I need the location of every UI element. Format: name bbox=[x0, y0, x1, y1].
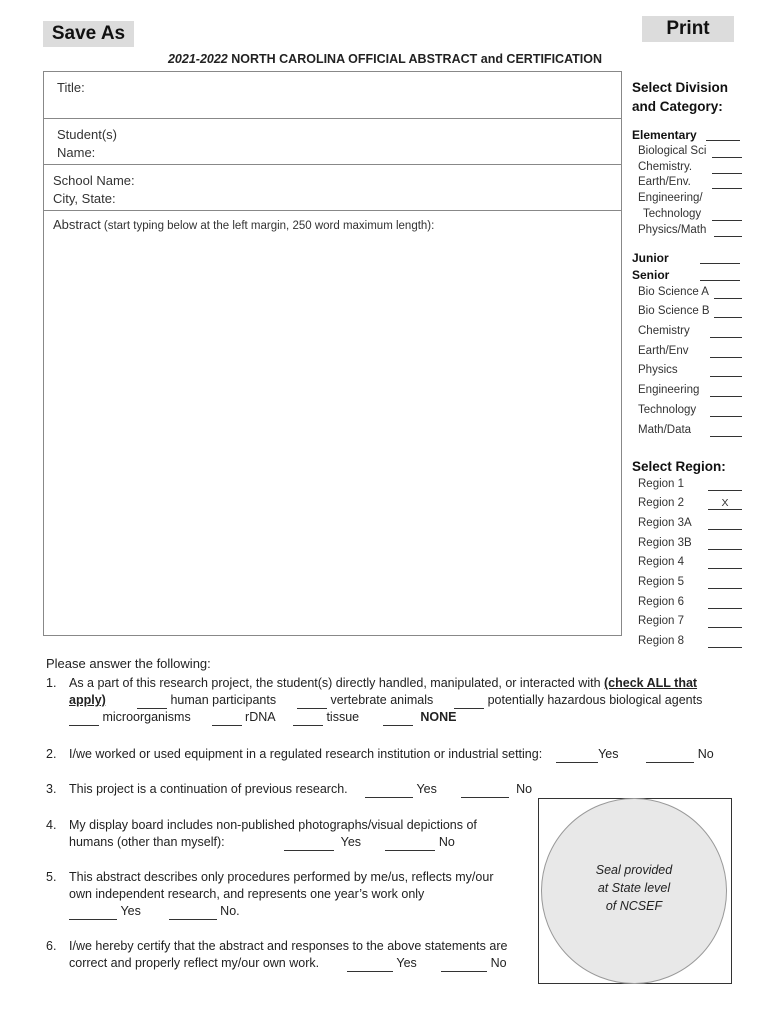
js-item-math[interactable] bbox=[638, 424, 742, 436]
q2-no-label: No bbox=[697, 747, 714, 761]
q6-number: 6. bbox=[46, 939, 57, 953]
js-item-bio-a-blank[interactable] bbox=[714, 286, 742, 299]
title-text: NORTH CAROLINA OFFICIAL ABSTRACT and CERTIFICATION bbox=[227, 52, 603, 66]
q1-none-blank[interactable] bbox=[383, 713, 413, 726]
abstract-label-main: Abstract bbox=[53, 217, 101, 232]
elementary-text: Elementary bbox=[632, 128, 697, 142]
elementary-label bbox=[632, 128, 740, 142]
q1-tissue-blank[interactable] bbox=[293, 713, 323, 726]
q5-no-label: No. bbox=[220, 904, 240, 918]
js-item-technology-label: Technology bbox=[638, 404, 697, 416]
q5-yes-blank[interactable] bbox=[69, 907, 117, 920]
region-item-0[interactable] bbox=[638, 478, 742, 490]
abstract-field[interactable] bbox=[43, 210, 622, 636]
js-item-math-blank[interactable] bbox=[710, 424, 742, 437]
q1-options-row1 bbox=[137, 692, 702, 709]
js-item-earth[interactable] bbox=[638, 345, 742, 357]
elem-item-tech[interactable] bbox=[643, 208, 742, 220]
q2-text: I/we worked or used equipment in a regulated research institution or industrial setting: bbox=[69, 747, 543, 761]
q6-yes-blank[interactable] bbox=[347, 959, 393, 972]
region-item-label: Region 6 bbox=[638, 596, 685, 608]
region-item-label: Region 7 bbox=[638, 615, 685, 627]
region-item-blank[interactable] bbox=[708, 556, 742, 569]
q2-no-blank[interactable] bbox=[646, 750, 694, 763]
q5-number: 5. bbox=[46, 870, 57, 884]
js-item-bio-b-label: Bio Science B bbox=[638, 305, 710, 317]
q1-rdna-blank[interactable] bbox=[212, 713, 242, 726]
q3-text: This project is a continuation of previous research. bbox=[69, 782, 348, 796]
elem-item-chem-blank[interactable] bbox=[712, 161, 742, 174]
junior-text: Junior bbox=[632, 251, 669, 265]
q4-yes-blank[interactable] bbox=[284, 838, 334, 851]
js-item-earth-blank[interactable] bbox=[710, 345, 742, 358]
region-item-4[interactable] bbox=[638, 556, 742, 568]
q3-no-blank[interactable] bbox=[461, 785, 509, 798]
js-item-chem-blank[interactable] bbox=[710, 325, 742, 338]
junior-blank[interactable] bbox=[700, 251, 740, 264]
js-item-chem-label: Chemistry bbox=[638, 325, 690, 337]
elem-item-eng-label: Engineering/ bbox=[638, 192, 703, 204]
js-item-bio-a-label: Bio Science A bbox=[638, 286, 709, 298]
q3-yes-label: Yes bbox=[416, 782, 437, 796]
js-item-chem[interactable] bbox=[638, 325, 742, 337]
print-button[interactable]: Print bbox=[642, 16, 734, 42]
q1-number: 1. bbox=[46, 676, 57, 690]
q4-yes-label: Yes bbox=[340, 835, 362, 849]
title-field[interactable] bbox=[43, 71, 622, 119]
q3-number: 3. bbox=[46, 782, 57, 796]
q1-opt-rdna: rDNA bbox=[245, 710, 276, 724]
region-item-1[interactable] bbox=[638, 497, 742, 509]
region-item-blank[interactable] bbox=[708, 615, 742, 628]
document-title bbox=[0, 52, 770, 66]
q1-opt-hazard: potentially hazardous biological agents bbox=[487, 693, 703, 707]
q2-number: 2. bbox=[46, 747, 57, 761]
question-1 bbox=[46, 675, 726, 724]
students-name-field[interactable] bbox=[43, 118, 622, 165]
js-item-physics[interactable] bbox=[638, 364, 742, 376]
title-year: 2021-2022 bbox=[167, 52, 228, 66]
js-item-physics-label: Physics bbox=[638, 364, 678, 376]
elem-item-tech-label: Technology bbox=[643, 208, 702, 220]
division-heading-line1: Select Division bbox=[632, 80, 729, 95]
q6-yes-label: Yes bbox=[396, 956, 417, 970]
region-item-label: Region 3B bbox=[638, 537, 692, 549]
question-3 bbox=[46, 781, 726, 798]
region-item-blank[interactable] bbox=[708, 478, 742, 491]
region-heading: Select Region: bbox=[632, 459, 726, 474]
region-item-blank[interactable] bbox=[708, 576, 742, 589]
region-item-5[interactable] bbox=[638, 576, 742, 588]
elem-item-earth-blank[interactable] bbox=[712, 176, 742, 189]
question-4 bbox=[46, 817, 516, 851]
school-name-label: School Name: bbox=[53, 173, 135, 188]
q5-text-line2: own independent research, and represents one year’s work only bbox=[69, 887, 425, 901]
region-item-2[interactable] bbox=[638, 517, 742, 529]
region-item-blank[interactable] bbox=[708, 635, 742, 648]
js-item-bio-b-blank[interactable] bbox=[714, 305, 742, 318]
region-item-label: Region 4 bbox=[638, 556, 685, 568]
js-item-engineering[interactable] bbox=[638, 384, 742, 396]
js-item-earth-label: Earth/Env bbox=[638, 345, 689, 357]
city-state-label: City, State: bbox=[53, 191, 116, 206]
division-heading bbox=[632, 78, 728, 116]
division-heading-line2: and Category: bbox=[632, 99, 723, 114]
q1-opt-vertebrate: vertebrate animals bbox=[330, 693, 434, 707]
abstract-hint: (start typing below at the left margin, 250 word maximum length): bbox=[100, 220, 435, 232]
elem-item-physics-label: Physics/Math bbox=[638, 224, 707, 236]
region-item-label: Region 5 bbox=[638, 576, 685, 588]
q1-hazard-blank[interactable] bbox=[454, 696, 484, 709]
title-label: Title: bbox=[57, 80, 85, 95]
elem-item-bio-blank[interactable] bbox=[712, 145, 742, 158]
seal-circle bbox=[541, 798, 727, 984]
junior-label bbox=[632, 251, 740, 265]
region-item-6[interactable] bbox=[638, 596, 742, 608]
school-label bbox=[53, 172, 135, 208]
q4-text-line1: My display board includes non-published photographs/visual depictions of bbox=[69, 818, 477, 832]
elem-item-bio[interactable] bbox=[638, 145, 742, 157]
q1-opt-tissue: tissue bbox=[326, 710, 360, 724]
region-item-label: Region 1 bbox=[638, 478, 685, 490]
school-field[interactable] bbox=[43, 164, 622, 211]
region-item-label: Region 3A bbox=[638, 517, 692, 529]
elementary-blank[interactable] bbox=[706, 128, 740, 141]
seal-text bbox=[542, 861, 726, 915]
q2-yes-label: Yes bbox=[598, 747, 619, 761]
question-5 bbox=[46, 869, 516, 920]
question-6 bbox=[46, 938, 536, 972]
q6-no-blank[interactable] bbox=[441, 959, 487, 972]
q1-opt-micro: microorganisms bbox=[102, 710, 191, 724]
elem-item-bio-label: Biological Sci bbox=[638, 145, 707, 157]
questions-intro: Please answer the following: bbox=[46, 656, 211, 671]
q1-opt-human: human participants bbox=[170, 693, 277, 707]
q5-yes-label: Yes bbox=[120, 904, 141, 918]
region-item-7[interactable] bbox=[638, 615, 742, 627]
q4-number: 4. bbox=[46, 818, 57, 832]
students-label-line1: Student(s) bbox=[57, 127, 117, 142]
abstract-label bbox=[53, 217, 434, 232]
q4-no-label: No bbox=[438, 835, 455, 849]
js-item-technology-blank[interactable] bbox=[710, 404, 742, 417]
q6-text-line1: I/we hereby certify that the abstract and responses to the above statements are bbox=[69, 939, 508, 953]
q4-no-blank[interactable] bbox=[385, 838, 435, 851]
js-item-engineering-label: Engineering bbox=[638, 384, 700, 396]
region-item-label: Region 2 bbox=[638, 497, 685, 509]
q2-yes-blank[interactable] bbox=[556, 750, 598, 763]
seal-text-line1: Seal provided bbox=[595, 863, 673, 877]
js-item-bio-b[interactable] bbox=[638, 305, 742, 317]
q6-text-line2: correct and properly reflect my/our own work. bbox=[69, 956, 320, 970]
elem-item-eng bbox=[638, 192, 742, 204]
senior-text: Senior bbox=[632, 268, 670, 282]
region-item-blank[interactable] bbox=[708, 537, 742, 550]
js-item-physics-blank[interactable] bbox=[710, 364, 742, 377]
senior-blank[interactable] bbox=[700, 268, 740, 281]
elem-item-tech-blank[interactable] bbox=[712, 208, 742, 221]
elem-item-earth-label: Earth/Env. bbox=[638, 176, 691, 188]
js-item-technology[interactable] bbox=[638, 404, 742, 416]
q3-yes-blank[interactable] bbox=[365, 785, 413, 798]
q1-vertebrate-blank[interactable] bbox=[297, 696, 327, 709]
region-item-blank[interactable]: X bbox=[708, 497, 742, 510]
q1-human-blank[interactable] bbox=[137, 696, 167, 709]
q5-no-blank[interactable] bbox=[169, 907, 217, 920]
region-item-blank[interactable] bbox=[708, 596, 742, 609]
q3-no-label: No bbox=[516, 782, 533, 796]
q1-text: As a part of this research project, the student(s) directly handled, manipulated, or interacted with bbox=[69, 676, 604, 690]
q1-opt-none: NONE bbox=[420, 710, 457, 724]
region-item-label: Region 8 bbox=[638, 635, 685, 647]
region-item-3[interactable] bbox=[638, 537, 742, 549]
q1-micro-blank[interactable] bbox=[69, 713, 99, 726]
js-item-bio-a[interactable] bbox=[638, 286, 742, 298]
q5-text-line1: This abstract describes only procedures performed by me/us, reflects my/our bbox=[69, 870, 494, 884]
q1-options-row2 bbox=[69, 709, 457, 726]
elem-item-physics[interactable] bbox=[638, 224, 742, 236]
js-item-math-label: Math/Data bbox=[638, 424, 692, 436]
question-2 bbox=[46, 746, 726, 763]
seal-text-line2: at State level bbox=[597, 881, 671, 895]
q1-emphasis: (check ALL that apply) bbox=[69, 676, 698, 707]
q4-text-line2: humans (other than myself): bbox=[69, 835, 225, 849]
save-as-button[interactable]: Save As bbox=[43, 21, 134, 47]
region-item-8[interactable] bbox=[638, 635, 742, 647]
region-item-blank[interactable] bbox=[708, 517, 742, 530]
elem-item-chem-label: Chemistry. bbox=[638, 161, 693, 173]
students-label bbox=[57, 126, 117, 162]
elem-item-chem[interactable] bbox=[638, 161, 742, 173]
students-label-line2: Name: bbox=[57, 145, 96, 160]
senior-label bbox=[632, 268, 740, 282]
elem-item-physics-blank[interactable] bbox=[714, 224, 742, 237]
q6-no-label: No bbox=[490, 956, 507, 970]
elem-item-earth[interactable] bbox=[638, 176, 742, 188]
js-item-engineering-blank[interactable] bbox=[710, 384, 742, 397]
seal-text-line3: of NCSEF bbox=[605, 899, 663, 913]
